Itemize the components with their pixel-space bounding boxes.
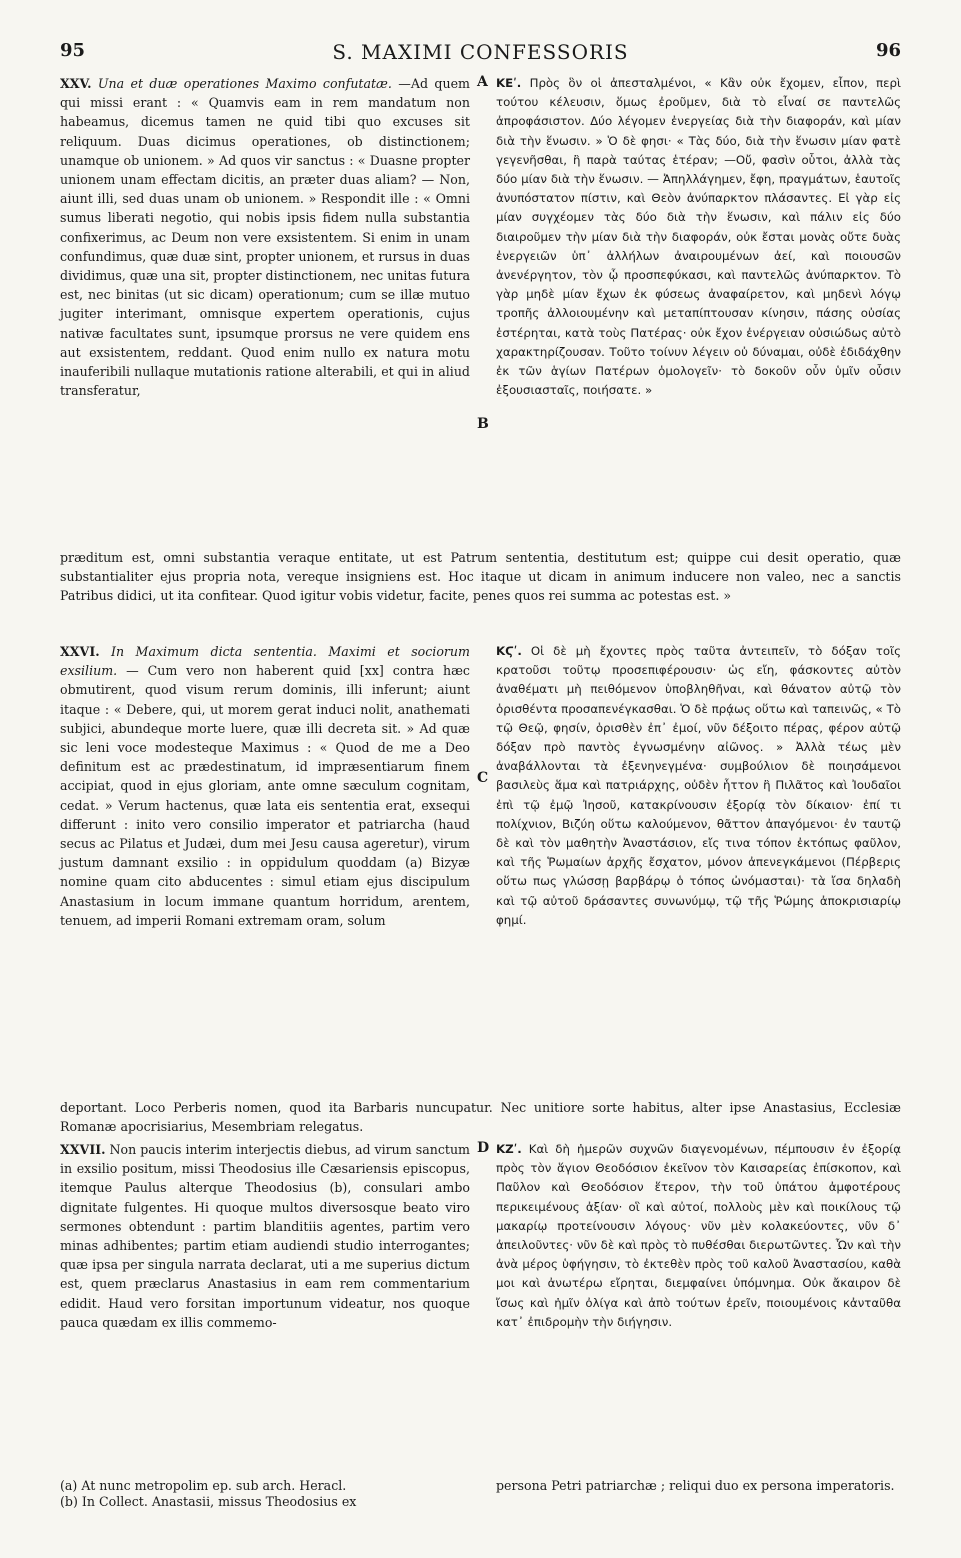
section-27-latin [60, 1140, 470, 1332]
footnote-continuation: persona Petri patriarchæ ; reliqui duo ex persona imperatoris. [496, 1478, 895, 1493]
running-title: S. MAXIMI CONFESSORIS [332, 40, 629, 64]
section-26-greek [496, 642, 901, 930]
section-26-greek-number: ΚϚʹ. [496, 644, 522, 658]
section-26-latin-text: — Cum vero non haberent quid [xx] contra hæc obmutirent, quod visum rerum dominis, illi inferunt; aiunt itaque : « Debere, qui, ut morem gerat induci nolit, anathemati subjici, abundeque morte luere, quæ illi decreta sit. » Ad quæ sic leni voce modesteque Maximus : « Quod de me a Deo definitum est ac prædestinatum, id impræsentiarum finem accipiat, quod in ejus gloriam, ante omne sæculum cognitam, cedat. » Verum hactenus, quæ lata eis sententia erat, exsequi differunt : inito vero consilio imperator et patriarcha (haud secus ac Pilatus et Judæi, dum mei Jesu causa ageretur), virum justum damnant exsilio : in oppidulum quoddam (a) Bizyæ nomine quam cito abducentes : simul etiam ejus discipulum Anastasium in locum immane quantum horridum, arentem, tenuem, ad imperii Romani extremam oram, solum [60, 663, 470, 928]
margin-marker-d: D [477, 1140, 490, 1156]
section-27-greek-number: ΚΖʹ. [496, 1142, 522, 1156]
running-header [60, 40, 901, 68]
margin-marker-c: C [477, 770, 489, 786]
section-26-latin-title: In Maximum dicta sententia. Maximi et sociorum exsilium. [60, 644, 470, 679]
section-27-greek-text: Καὶ δὴ ἡμερῶν συχνῶν διαγενομένων, πέμπουσιν ἐν ἐξορίᾳ πρὸς τὸν ἅγιον Θεοδόσιον ἐκεῖνον τὸν Καισαρείας ἐπίσκοπον, καὶ Παῦλον καὶ Θεοδόσιον ἕτερον, τὴν τοῦ ὑπάτου ἀμφοτέρους περικειμένους ἀξίαν· οἳ καὶ αὐτοί, πολλοὺς μὲν καὶ ποικίλους τῷ μακαρίῳ προτείνουσιν λόγους· νῦν μὲν κολακεύοντες, νῦν δ᾽ ἀπειλοῦντες· νῦν δὲ καὶ πρὸς τὸ πυθέσθαι διερωτῶντες. Ὧν καὶ τὴν ἀνὰ μέρος ὑφήγησιν, τὸ ἐκτεθὲν πρὸς τοῦ καλοῦ Ἀναστασίου, καθὰ μοι καὶ ἀνωτέρω εἴρηται, διεμφαίνει ὑπόμνημα. Οὐκ ἄκαιρον δὲ ἴσως καὶ ἡμῖν ὀλίγα καὶ ἀπὸ τούτων ἐρεῖν, ποιουμένοις κἀνταῦθα κατ᾽ ἐπιδρομὴν τὴν διήγησιν. [496, 1142, 901, 1329]
section-27-latin-number: XXVII. [60, 1142, 106, 1157]
section-27-latin-text: Non paucis interim interjectis diebus, ad virum sanctum in exsilio positum, missi Theodosius ille Cæsariensis episcopus, itemque Paulus alterque Theodosius (b), consulari ambo dignitate fulgentes. Hi quoque multos diversosque beato viro sermones obtendunt : partim blanditiis agentes, partim vero minas adhibentes; partim etiam audiendi studio interrogantes; quæ ipsa per singula narrata declarat, uti a me superius dictum est, quem præclarus Anastasius in eam rem commentarium edidit. Haud vero forsitan importunum videatur, nos quoque pauca quædam ex illis commemo- [60, 1142, 470, 1330]
section-25-greek-text: Πρὸς ὃν οἱ ἀπεσταλμένοι, « Κἂν οὐκ ἔχομεν, εἶπον, περὶ τούτου κέλευσιν, ὅμως ἐροῦμεν, διὰ τὸ εἶναί σε παντελῶς ἀπροφάσιστον. Δύο λέγομεν ἐνεργείας διὰ τὴν διαφοράν, καὶ μίαν διὰ τὴν ἕνωσιν. » Ὁ δὲ φησι· « Τὰς δύο, διὰ τὴν ἕνωσιν μίαν φατὲ γεγενῆσθαι, ἢ παρὰ ταύτας ἑτέραν; —Οὔ, φασὶν οὗτοι, ἀλλὰ τὰς δύο μίαν διὰ τὴν ἕνωσιν. — Ἀπηλλάγημεν, ἔφη, πραγμάτων, ἑαυτοῖς ἀνυπόστατον πίστιν, καὶ Θεὸν ἀνύπαρκτον πλάσαντες. Εἰ γὰρ εἰς μίαν συγχέομεν τὰς δύο διὰ τὴν ἕνωσιν, καὶ πάλιν εἰς δύο διαιροῦμεν τὴν μίαν διὰ τὴν διαφοράν, οὐκ ἔσται μονὰς οὔτε δυὰς ἐνεργειῶν ὑπ᾽ ἀλλήλων ἀναιρουμένων ἀεί, καὶ ποιουσῶν ἀνενέργητον, τὸν ᾧ προσπεφύκασι, καὶ παντελῶς ἀνύπαρκτον. Τὸ γὰρ μηδὲ μίαν ἔχων ἐκ φύσεως ἀναφαίρετον, καὶ μηδενὶ λόγῳ τροπῆς ἀλλοιουμένην καὶ μεταπίπτουσαν κίνησιν, πάσης οὐσίας ἐστέρηται, κατὰ τοὺς Πατέρας· οὐκ ἔχον ἐνέργειαν οὐσιώδως αὐτὸ χαρακτηρίζουσαν. Τοῦτο τοίνυν λέγειν οὐ δύναμαι, οὐδὲ ἐδιδάχθην ἐκ τῶν ἁγίων Πατέρων ὁμολογεῖν· τὸ δοκοῦν οὖν ὑμῖν οὖσιν ἐξουσιασταῖς, ποιήσατε. » [496, 76, 901, 398]
section-25-latin [60, 74, 470, 400]
section-26-greek-text: Οἱ δὲ μὴ ἔχοντες πρὸς ταῦτα ἀντειπεῖν, τὸ δόξαν τοῖς κρατοῦσι τοῦτῳ προσεπιφέρουσιν· ὡς εἴη, φάσκοντες αὐτὸν ἀναθέματι μὴ πειθόμενον ὑποβληθῆναι, καὶ θάνατον αὐτῷ τὸν ὁρισθέντα προσαπενέγκασθαι. Ὁ δὲ πρᾴως οὕτω καὶ ταπεινῶς, « Τὸ τῷ Θεῷ, φησίν, ὁρισθὲν ἐπ᾽ ἐμοί, νῦν δέξοιτο πέρας, φέρον αὐτῷ δόξαν πρὸ παντὸς ἐγνωσμένην αἰῶνος. » Ἀλλὰ τέως μὲν ἀναβάλλονται τὰ ἐξενηνεγμένα· συμβούλιον δὲ ποιησάμενοι βασιλεὺς ἅμα καὶ πατριάρχης, οὐδὲν ἧττον ἢ Πιλᾶτος καὶ Ἰουδαῖοι ἐπὶ τῷ ἐμῷ Ἰησοῦ, κατακρίνουσιν ἐξορίᾳ τὸν δίκαιον· ἐπί τι πολίχνιον, Βιζύη οὕτω καλούμενον, θᾶττον ἀπαγόμενοι· ἐν ταυτῷ δὲ καὶ τὸν μαθητὴν Ἀναστάσιον, εἴς τινα τόπον ἐκτόπως φαῦλον, καὶ τῆς Ῥωμαίων ἀρχῆς ἔσχατον, μόνον ἀπενεγκάμενοι (Πέρβερις οὕτω πως γλώσσῃ βαρβάρῳ ὁ τόπος ὠνόμασται)· τὰ ἴσα δηλαδὴ καὶ τῷ αὐτοῦ δράσαντες συνωνύμῳ, τῷ τῆς Ῥώμης ἀποκρισιαρίῳ φημί. [496, 644, 901, 927]
section-25-greek [496, 74, 901, 400]
page-number-left: 95 [60, 40, 86, 61]
footnotes-left [60, 1478, 470, 1510]
page-number-right: 96 [875, 40, 901, 61]
footnote-a: (a) At nunc metropolim ep. sub arch. Heracl. [60, 1478, 347, 1493]
section-25-latin-title: Una et duæ operationes Maximo confutatæ. [97, 76, 392, 91]
margin-marker-a: A [477, 74, 488, 90]
section-25-greek-number: ΚΕʹ. [496, 76, 522, 90]
section-25-full-width: præditum est, omni substantia veraque entitate, ut est Patrum sententia, destitutum est; quippe cui desit operatio, quæ substantialiter ejus propria nota, vereque insigniens est. Hoc itaque ut dicam in animum inducere non valeo, nec a sanctis Patribus didici, ut ita confitear. Quod igitur vobis videtur, facite, penes quos rei summa ac potestas est. » [60, 550, 901, 604]
section-27-greek [496, 1140, 901, 1332]
footnote-b: (b) In Collect. Anastasii, missus Theodosius ex [60, 1494, 357, 1509]
section-25-latin-text: —Ad quem qui missi erant : « Quamvis eam in rem mandatum non habeamus, dicemus tamen ne quid tibi quo excuses sit reliquum. Duas dicimus operationes, ob distinctionem; unamque ob unionem. » Ad quos vir sanctus : « Duasne propter unionem unam effectam dicitis, an præter duas aliam? — Non, aiunt illi, sed duas unam ob unionem. » Respondit ille : « Omni sumus liberati negotio, qui nobis ipsis fidem nulla substantia confixerimus, ac Deum non vere exsistentem. Si enim in unam confundimus, quæ duæ sint, propter unionem, et rursus in duas dividimus, quæ una sit, propter distinctionem, nec unitas futura est, nec binitas (ut sic dicam) operationum; cum se illæ mutuo jugiter interimant, omnisque expertem operationis, cujus nativæ facultates sunt, ipsumque prorsus ne vere quidem ens aut exsistentem, reddant. Quod enim nullo ex natura motu inauferibili nullaque mutationis ratione alterabili, et qui in aliud transferatur, [60, 76, 470, 399]
section-25-latin-number: XXV. [60, 76, 92, 91]
section-26-full-width: deportant. Loco Perberis nomen, quod ita Barbaris nuncupatur. Nec unitiore sorte habitus, alter ipse Anastasius, Ecclesiæ Romanæ apocrisiarius, Mesembriam relegatus. [60, 1100, 901, 1135]
section-26-latin [60, 642, 470, 930]
margin-marker-b: B [477, 416, 489, 432]
section-26-latin-number: XXVI. [60, 644, 100, 659]
